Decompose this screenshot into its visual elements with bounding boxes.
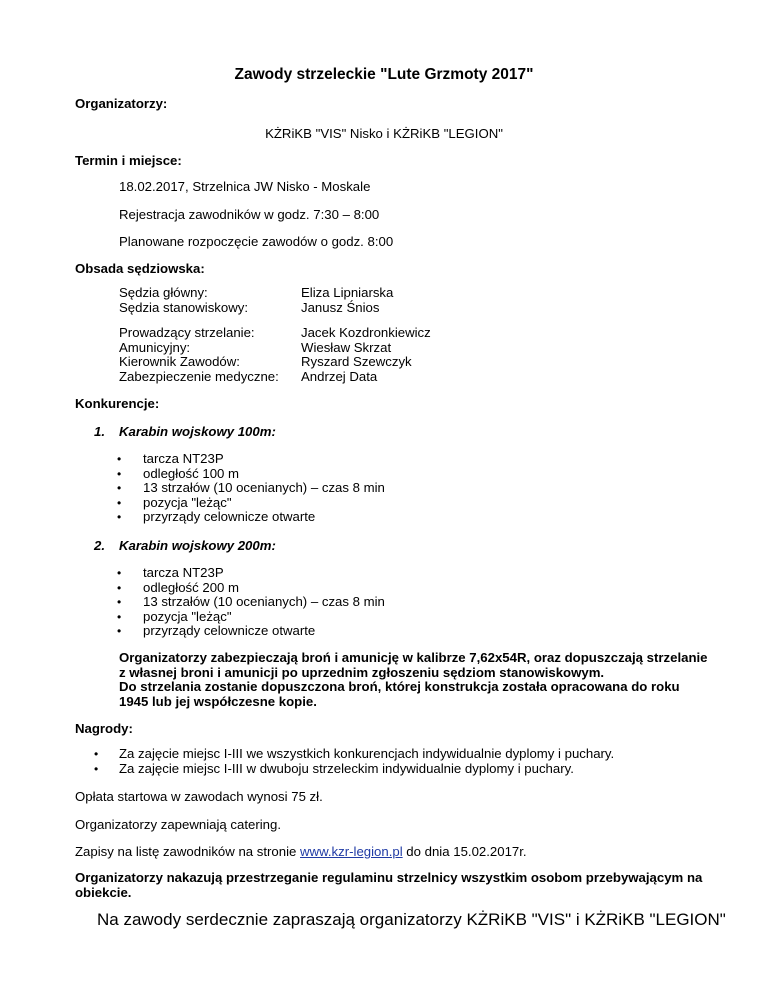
bullet-icon: •: [117, 566, 122, 580]
competition-name: Karabin wojskowy 200m:: [119, 538, 276, 553]
registration-suffix: do dnia 15.02.2017r.: [402, 844, 527, 859]
judges-group2-roles: [119, 326, 279, 384]
organizers-heading: Organizatorzy:: [75, 96, 168, 111]
catering-text: Organizatorzy zapewniają catering.: [75, 817, 281, 832]
organizers-text: KŻRiKB "VIS" Nisko i KŻRiKB "LEGION": [265, 126, 503, 141]
judges-group1-names: [301, 286, 393, 315]
judge-name: Andrzej Data: [301, 368, 378, 384]
judge-role: Sędzia główny:: [119, 285, 208, 300]
bullet-icon: •: [94, 747, 99, 761]
competition-number: 2.: [94, 538, 105, 553]
judge-name: Eliza Lipniarska: [301, 285, 394, 300]
prizes-bullets: [94, 747, 98, 776]
bullet-icon: •: [117, 624, 122, 638]
judges-group2-names: [301, 326, 431, 384]
list-item: 13 strzałów (10 ocenianych) – czas 8 min: [143, 594, 385, 609]
judge-name: Wiesław Skrzat: [301, 339, 392, 355]
registration-link[interactable]: www.kzr-legion.pl: [300, 844, 403, 859]
bullet-icon: •: [117, 609, 122, 624]
list-item: 13 strzałów (10 ocenianych) – czas 8 min: [143, 480, 385, 495]
note-line: Do strzelania zostanie dopuszczona broń, której konstrukcja została opracowana do roku: [119, 679, 680, 694]
bullet-icon: •: [117, 495, 122, 510]
note-line: 1945 lub jej współczesne kopie.: [119, 693, 317, 709]
schedule-date: 18.02.2017, Strzelnica JW Nisko - Moskale: [119, 179, 371, 194]
prizes-heading: Nagrody:: [75, 721, 133, 736]
list-item: tarcza NT23P: [143, 451, 224, 466]
judge-role: Kierownik Zawodów:: [119, 354, 240, 369]
schedule-registration: Rejestracja zawodników w godz. 7:30 – 8:00: [119, 207, 380, 222]
bullet-icon: •: [117, 580, 122, 595]
list-item: przyrządy celownicze otwarte: [143, 509, 316, 524]
list-item: Za zajęcie miejsc I-III w dwuboju strzeleckim indywidualnie dyplomy i puchary.: [119, 760, 574, 776]
weapons-note: [119, 651, 708, 709]
competition-number: 1.: [94, 424, 105, 439]
prizes-list: [119, 747, 614, 776]
schedule-start: Planowane rozpoczęcie zawodów o godz. 8:00: [119, 234, 394, 249]
judge-role: Prowadzący strzelanie:: [119, 325, 255, 340]
competition-1-details: [143, 452, 385, 525]
invitation-text: Na zawody serdecznie zapraszają organizatorzy KŻRiKB "VIS" i KŻRiKB "LEGION": [97, 910, 726, 929]
list-item: przyrządy celownicze otwarte: [143, 623, 316, 638]
competition-name: Karabin wojskowy 100m:: [119, 424, 276, 439]
bullet-icon: •: [117, 595, 122, 609]
fee-text: Opłata startowa w zawodach wynosi 75 zł.: [75, 789, 323, 804]
judge-name: Ryszard Szewczyk: [301, 354, 412, 369]
list-item: Za zajęcie miejsc I-III we wszystkich konkurencjach indywidualnie dyplomy i puchary.: [119, 746, 615, 761]
note-line: z własnej broni i amunicji po uprzednim zgłoszeniu sędziom stanowiskowym.: [119, 664, 605, 680]
judge-name: Jacek Kozdronkiewicz: [301, 325, 431, 340]
bullet-icon: •: [117, 510, 122, 524]
competitions-heading: Konkurencje:: [75, 396, 160, 411]
bullet-icon: •: [94, 761, 99, 776]
judge-role: Sędzia stanowiskowy:: [119, 299, 249, 315]
competition-2-details: [143, 566, 385, 639]
competition-1-bullets: [117, 452, 121, 525]
list-item: pozycja "leżąc": [143, 494, 232, 510]
document-title: Zawody strzeleckie "Lute Grzmoty 2017": [234, 66, 534, 83]
list-item: pozycja "leżąc": [143, 608, 232, 624]
list-item: odległość 100 m: [143, 465, 240, 481]
judges-heading: Obsada sędziowska:: [75, 261, 205, 276]
judges-group1-roles: [119, 286, 248, 315]
list-item: odległość 200 m: [143, 579, 240, 595]
schedule-heading: Termin i miejsce:: [75, 153, 182, 168]
judge-role: Amunicyjny:: [119, 339, 191, 355]
judge-name: Janusz Śnios: [301, 299, 380, 315]
bullet-icon: •: [117, 466, 122, 481]
competition-2-bullets: [117, 566, 121, 639]
bullet-icon: •: [117, 481, 122, 495]
note-line: Organizatorzy zabezpieczają broń i amunicję w kalibrze 7,62x54R, oraz dopuszczają strzelanie: [119, 650, 708, 665]
bullet-icon: •: [117, 452, 122, 466]
judge-role: Zabezpieczenie medyczne:: [119, 368, 279, 384]
rules-line: Organizatorzy nakazują przestrzeganie regulaminu strzelnicy wszystkim osobom przebywającym na: [75, 870, 703, 885]
rules-text: [75, 871, 702, 900]
list-item: tarcza NT23P: [143, 565, 224, 580]
rules-line: obiekcie.: [75, 884, 132, 900]
registration-prefix: Zapisy na listę zawodników na stronie: [75, 844, 301, 859]
registration-text: [75, 844, 527, 859]
